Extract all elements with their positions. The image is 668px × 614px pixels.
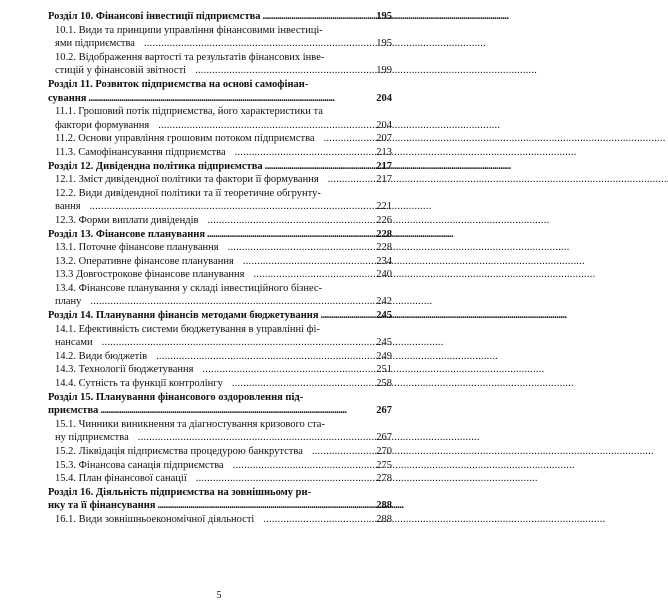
toc-page-number: 234: [376, 255, 392, 267]
toc-subsection-entry: [48, 173, 392, 187]
toc-entry-title: стицій у фінансовій звітності: [55, 65, 187, 77]
toc-entry-row: [48, 132, 392, 146]
toc-entry-title: Розділ 10. Фінансові інвестиції підприємства: [48, 11, 261, 22]
dot-leader: [83, 295, 367, 309]
toc-page-number: 270: [376, 446, 392, 457]
toc-entry-row: [48, 10, 392, 24]
toc-entry-title: вання: [55, 201, 81, 213]
toc-entry-row: [48, 37, 392, 51]
dot-leader: [88, 92, 374, 106]
toc-page-number: 245: [376, 310, 392, 322]
toc-page-number: 258: [376, 378, 392, 390]
toc-entry-title: плану: [55, 296, 82, 308]
dot-leader: [305, 445, 367, 459]
toc-entry-title: 14.2. Види бюджетів: [55, 350, 148, 362]
toc-entry-title: Розділ 12. Дивідендна політика підприємства: [48, 160, 263, 172]
toc-page-number: 213: [376, 146, 392, 158]
toc-entry-title: 15.3. Фінансова санація підприємства: [55, 459, 224, 471]
toc-entry-title-line: 10.2. Відображення вартості та результатів фінансових інве-: [55, 51, 325, 63]
toc-entry-row: [48, 119, 392, 133]
toc-entry-title: нансами: [55, 337, 93, 349]
toc-section-entry: [48, 10, 392, 24]
toc-entry-row: [48, 431, 392, 445]
dot-leader: [226, 459, 368, 473]
toc-section-entry: [48, 391, 392, 418]
dot-leader: [246, 268, 367, 282]
toc-entry-row: [48, 214, 392, 228]
dot-leader: [83, 200, 368, 214]
toc-subsection-entry: [48, 132, 392, 146]
toc-entry-title-line: 13.4. Фінансове планування у складі інвестиційного бізнес-: [55, 282, 323, 294]
toc-page-number: 228: [376, 228, 392, 240]
toc-entry-title-line: Розділ 16. Діяльність підприємства на зовнішньому ри-: [48, 486, 312, 498]
toc-entry-title: 13.3 Довгострокове фінансове планування: [55, 269, 245, 281]
toc-subsection-entry: [48, 51, 392, 78]
dot-leader: [263, 10, 375, 24]
toc-entry-title: Розділ 14. Планування фінансів методами бюджетування: [48, 310, 319, 322]
toc-entry-row: [48, 255, 392, 269]
toc-section-entry: [48, 309, 392, 323]
toc-page-number: 228: [376, 242, 392, 254]
toc-subsection-entry: [48, 418, 392, 445]
toc-subsection-entry: [48, 146, 392, 160]
toc-page-number: 207: [376, 133, 392, 145]
toc-subsection-entry: [48, 105, 392, 132]
dot-leader: [221, 241, 368, 255]
toc-entry-row: [48, 336, 392, 350]
toc-entry-row: [48, 200, 392, 214]
toc-entry-row: [48, 404, 392, 418]
toc-subsection-entry: [48, 24, 392, 51]
toc-entry-title-line: 15.1. Чинники виникнення та діагностування кризового ста-: [55, 418, 325, 430]
dot-leader: [225, 377, 367, 391]
dot-leader: [189, 472, 368, 486]
toc-page-number: 245: [376, 337, 392, 349]
dot-leader: [236, 255, 367, 269]
toc-page-number: 288: [376, 513, 392, 525]
toc-entry-title-line: Розділ 15. Планування фінансового оздоровлення під-: [48, 391, 304, 403]
toc-subsection-entry: [48, 282, 392, 309]
toc-entry-title: фактори формування: [55, 119, 150, 131]
table-of-contents: [48, 10, 392, 527]
toc-subsection-entry: [48, 350, 392, 364]
toc-entry-title: ну підприємства: [55, 432, 129, 444]
toc-entry-title-line: 12.2. Види дивідендної політики та її теоретичне обгрунту-: [55, 187, 321, 199]
toc-entry-row: [48, 513, 392, 527]
toc-entry-row: [48, 241, 392, 255]
toc-entry-row: [48, 160, 392, 174]
toc-entry-row: [48, 309, 392, 323]
toc-page-number: 249: [376, 350, 392, 362]
toc-page-number: 204: [376, 119, 392, 131]
toc-entry-title: сування: [48, 92, 87, 104]
dot-leader: [317, 132, 368, 146]
toc-subsection-entry: [48, 268, 392, 282]
toc-entry-title: 16.1. Види зовнішньоекономічної діяльності: [55, 513, 255, 525]
toc-entry-title: 14.4. Сутність та функції контролінгу: [55, 378, 223, 390]
toc-subsection-entry: [48, 214, 392, 228]
toc-subsection-entry: [48, 459, 392, 473]
dot-leader: [95, 336, 368, 350]
dot-leader: [200, 214, 367, 228]
toc-page-number: 242: [376, 296, 392, 308]
page-number: 5: [216, 590, 222, 601]
toc-entry-row: [48, 445, 392, 459]
toc-page-number: 275: [376, 459, 392, 471]
toc-entry-title: 15.2. Ліквідація підприємства процедурою банкрутства: [55, 446, 303, 457]
dot-leader: [131, 431, 368, 445]
toc-subsection-entry: [48, 377, 392, 391]
dot-leader: [157, 499, 374, 513]
toc-entry-title-line: 14.1. Ефективність системи бюджетування в управлінні фі-: [55, 323, 320, 335]
toc-subsection-entry: [48, 255, 392, 269]
toc-page-number: 226: [376, 214, 392, 226]
toc-entry-row: [48, 173, 392, 187]
toc-entry-title: 11.3. Самофінансування підприємства: [55, 146, 226, 158]
toc-section-entry: [48, 228, 392, 242]
toc-entry-row: [48, 363, 392, 377]
dot-leader: [149, 350, 367, 364]
toc-entry-row: [48, 228, 392, 242]
toc-page-number: 204: [376, 92, 392, 104]
toc-subsection-entry: [48, 241, 392, 255]
dot-leader: [137, 37, 367, 51]
toc-page-number: 221: [376, 201, 392, 213]
toc-page-number: 240: [376, 269, 392, 281]
toc-entry-row: [48, 459, 392, 473]
toc-section-entry: [48, 78, 392, 105]
toc-subsection-entry: [48, 513, 392, 527]
dot-leader: [188, 64, 367, 78]
toc-page-number: 217: [376, 160, 392, 172]
toc-entry-title: 12.1. Зміст дивідендної політики та фактори її формування: [55, 174, 319, 186]
toc-subsection-entry: [48, 445, 392, 459]
toc-entry-row: [48, 350, 392, 364]
dot-leader: [195, 363, 367, 377]
toc-entry-title: 13.1. Поточне фінансове планування: [55, 242, 219, 254]
toc-entry-row: [48, 472, 392, 486]
toc-page-number: 199: [376, 65, 392, 77]
dot-leader: [321, 173, 368, 187]
dot-leader: [207, 228, 374, 242]
toc-entry-row: [48, 146, 392, 160]
toc-entry-title: 15.4. План фінансової санації: [55, 473, 187, 485]
dot-leader: [228, 146, 368, 160]
toc-subsection-entry: [48, 363, 392, 377]
toc-entry-title: 14.3. Технології бюджетування: [55, 364, 194, 376]
dot-leader: [256, 513, 367, 527]
dot-leader: [321, 309, 375, 323]
toc-subsection-entry: [48, 323, 392, 350]
toc-entry-title: 11.2. Основи управління грошовим потоком підприємства: [55, 133, 315, 145]
toc-entry-row: [48, 499, 392, 513]
toc-page-number: 195: [376, 38, 392, 50]
toc-page-number: 288: [376, 500, 392, 512]
toc-page-number: 251: [376, 364, 392, 376]
toc-entry-title-line: Розділ 11. Розвиток підприємства на основі самофінан-: [48, 78, 309, 90]
toc-entry-title-line: 10.1. Види та принципи управління фінансовими інвестиці-: [55, 24, 323, 36]
dot-leader: [100, 404, 374, 418]
toc-subsection-entry: [48, 187, 392, 214]
toc-entry-row: [48, 377, 392, 391]
toc-entry-title: приємства: [48, 405, 99, 417]
dot-leader: [151, 119, 367, 133]
toc-entry-title: Розділ 13. Фінансове планування: [48, 228, 206, 240]
toc-entry-row: [48, 64, 392, 78]
toc-entry-row: [48, 92, 392, 106]
toc-entry-title-line: 11.1. Грошовий потік підприємства, його характеристики та: [55, 106, 323, 118]
toc-page-number: 267: [376, 405, 392, 417]
toc-entry-title: ями підприємства: [55, 38, 135, 50]
toc-subsection-entry: [48, 472, 392, 486]
toc-page-number: 267: [376, 432, 392, 444]
toc-page-number: 217: [376, 174, 392, 186]
toc-entry-row: [48, 295, 392, 309]
toc-entry-title: 13.2. Оперативне фінансове планування: [55, 255, 234, 267]
toc-section-entry: [48, 160, 392, 174]
dot-leader: [265, 160, 375, 174]
toc-entry-title: 12.3. Форми виплати дивідендів: [55, 214, 199, 226]
toc-entry-row: [48, 268, 392, 282]
toc-page-number: 278: [376, 473, 392, 485]
toc-page-number: 195: [376, 11, 392, 22]
toc-entry-title: нку та її фінансування: [48, 500, 156, 512]
toc-section-entry: [48, 486, 392, 513]
